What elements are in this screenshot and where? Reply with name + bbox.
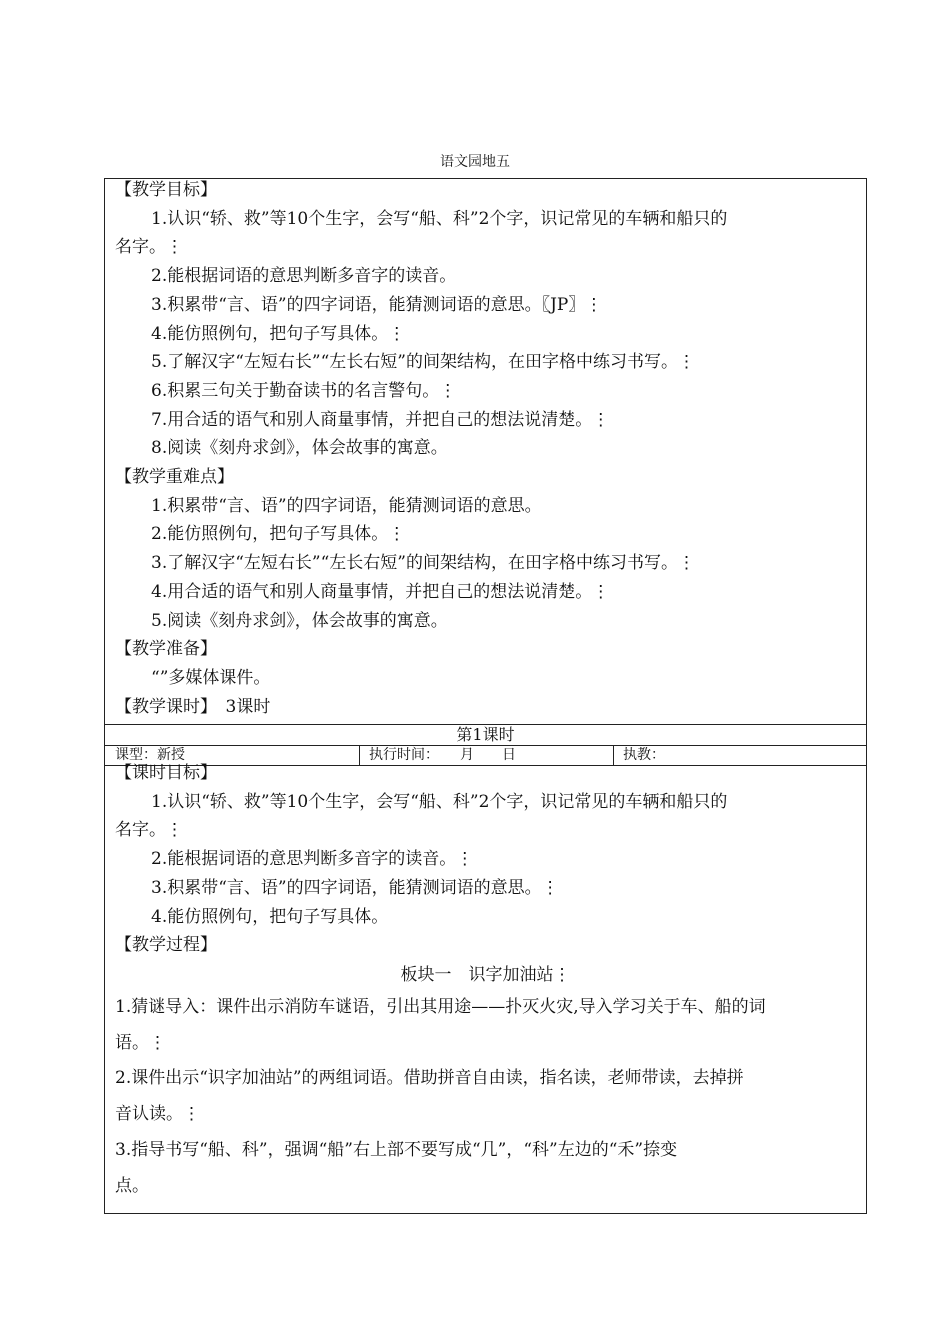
section-header-lesson-goals: 【课时目标】 <box>115 763 217 783</box>
goal-item: 8.阅读《刻舟求剑》，体会故事的寓意。 <box>151 438 448 459</box>
lesson-type: 课型：新授 <box>115 747 185 763</box>
goal-item: 2.能根据词语的意思判断多音字的读音。 <box>151 266 457 287</box>
goal-item: 1.认识“轿、救”等10个生字，会写“船、科”2个字，识记常见的车辆和船只的 <box>151 208 728 229</box>
section-header-teaching-goals: 【教学目标】 <box>115 180 217 200</box>
teaching-hours: 【教学课时】 3课时 <box>115 696 271 717</box>
key-point-item: 1.积累带“言、语”的四字词语，能猜测词语的意思。 <box>151 495 542 516</box>
process-step-continued: 音认读。⋮ <box>115 1104 200 1125</box>
goal-item: 7.用合适的语气和别人商量事情，并把自己的想法说清楚。⋮ <box>151 409 610 430</box>
key-point-item: 3.了解汉字“左短右长”“左长右短”的间架结构，在田字格中练习书写。⋮ <box>151 553 695 574</box>
process-step-continued: 语。⋮ <box>115 1032 166 1053</box>
goal-item-continued: 名字。⋮ <box>115 237 183 258</box>
module-title: 板块一 识字加油站⋮ <box>400 964 571 985</box>
key-point-item: 5.阅读《刻舟求剑》，体会故事的寓意。 <box>151 610 448 631</box>
preparation-text: “”多媒体课件。 <box>151 667 271 688</box>
goal-item: 3.积累带“言、语”的四字词语，能猜测词语的意思。〖JP〗⋮ <box>151 294 603 315</box>
goal-item: 4.能仿照例句，把句子写具体。⋮ <box>151 323 406 344</box>
process-step-continued: 点。 <box>115 1175 149 1196</box>
goal-item: 5.了解汉字“左短右长”“左长右短”的间架结构，在田字格中练习书写。⋮ <box>151 352 695 373</box>
process-step: 3.指导书写“船、科”，强调“船”右上部不要写成“几”，“科”左边的“禾”捺变 <box>115 1139 678 1160</box>
goal-item: 6.积累三句关于勤奋读书的名言警句。⋮ <box>151 380 457 401</box>
teacher: 执教： <box>623 747 665 763</box>
lesson-goal-item: 1.认识“轿、救”等10个生字，会写“船、科”2个字，识记常见的车辆和船只的 <box>151 791 728 812</box>
process-step: 1.猜谜导入：课件出示消防车谜语，引出其用途——扑灭火灾,导入学习关于车、船的词 <box>115 997 766 1017</box>
document-title: 语文园地五 <box>440 154 510 170</box>
section-header-teaching-process: 【教学过程】 <box>115 935 217 956</box>
section-header-preparation: 【教学准备】 <box>115 639 217 660</box>
lesson-title: 第1课时 <box>456 725 515 744</box>
lesson-goal-item-continued: 名字。⋮ <box>115 820 183 841</box>
execution-time: 执行时间： 月 日 <box>369 747 516 763</box>
lesson-goal-item: 2.能根据词语的意思判断多音字的读音。⋮ <box>151 849 474 870</box>
lesson-goal-item: 3.积累带“言、语”的四字词语，能猜测词语的意思。⋮ <box>151 877 559 898</box>
key-point-item: 2.能仿照例句，把句子写具体。⋮ <box>151 524 406 545</box>
lesson-plan-table <box>104 178 867 1214</box>
lesson-goal-item: 4.能仿照例句，把句子写具体。 <box>151 906 389 927</box>
overview-section <box>105 176 866 721</box>
lesson-section <box>105 759 866 991</box>
key-point-item: 4.用合适的语气和别人商量事情，并把自己的想法说清楚。⋮ <box>151 581 610 602</box>
process-step: 2.课件出示“识字加油站”的两组词语。借助拼音自由读，指名读，老师带读，去掉拼 <box>115 1068 744 1089</box>
process-steps <box>105 990 866 1204</box>
section-header-key-points: 【教学重难点】 <box>115 467 234 488</box>
